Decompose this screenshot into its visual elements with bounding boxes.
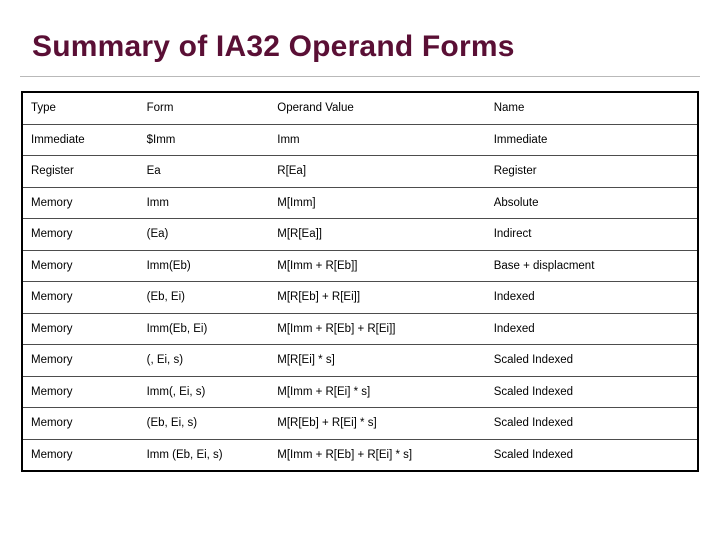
cell-operand-value: M[Imm + R[Eb] + R[Ei] * s] (277, 448, 413, 461)
cell-name: Base + displacment (486, 250, 698, 282)
cell-name: Indexed (486, 282, 698, 314)
cell-name: Register (486, 156, 698, 188)
cell-form: Imm(Eb) (139, 250, 270, 282)
table-header-row (22, 92, 698, 124)
cell-form: (Ea) (139, 219, 270, 251)
cell-form: (, Ei, s) (139, 345, 270, 377)
cell-form: Imm (Eb, Ei, s) (146, 448, 223, 461)
cell-operand-value: M[Imm + R[Eb]] (269, 250, 485, 282)
cell-type: Memory (22, 345, 139, 377)
cell-name: Indexed (486, 313, 698, 345)
header-name: Name (486, 92, 698, 124)
table-row (22, 313, 698, 345)
title-divider (20, 76, 700, 77)
cell-name: Scaled Indexed (486, 408, 698, 440)
cell-name: Scaled Indexed (486, 345, 698, 377)
cell-name: Immediate (486, 124, 698, 156)
cell-operand-value: M[R[Eb] + R[Ei]] (269, 282, 485, 314)
table-row (22, 376, 698, 408)
header-operand-value: Operand Value (269, 92, 485, 124)
table-row (22, 439, 698, 471)
cell-name: Absolute (486, 187, 698, 219)
cell-form: $Imm (139, 124, 270, 156)
cell-name: Scaled Indexed (493, 448, 574, 461)
cell-operand-value: M[R[Ea]] (269, 219, 485, 251)
cell-type: Memory (22, 250, 139, 282)
cell-name: Indirect (486, 219, 698, 251)
table-row (22, 187, 698, 219)
cell-type: Memory (22, 408, 139, 440)
table-row (22, 219, 698, 251)
cell-form: Imm(, Ei, s) (139, 376, 270, 408)
header-form: Form (139, 92, 270, 124)
cell-type: Memory (22, 313, 139, 345)
cell-form: (Eb, Ei, s) (139, 408, 270, 440)
table-row (22, 250, 698, 282)
cell-type: Immediate (22, 124, 139, 156)
cell-operand-value: M[R[Eb] + R[Ei] * s] (269, 408, 485, 440)
table-row (22, 124, 698, 156)
table-row (22, 282, 698, 314)
cell-form: Imm(Eb, Ei) (139, 313, 270, 345)
cell-type: Memory (31, 448, 73, 461)
cell-operand-value: M[R[Ei] * s] (269, 345, 485, 377)
cell-form: (Eb, Ei) (139, 282, 270, 314)
cell-type: Memory (22, 219, 139, 251)
cell-form: Imm (139, 187, 270, 219)
operand-forms-table (21, 91, 699, 472)
table-row (22, 156, 698, 188)
table-row (22, 408, 698, 440)
cell-operand-value: Imm (269, 124, 485, 156)
cell-type: Memory (22, 282, 139, 314)
header-type: Type (22, 92, 139, 124)
table-row (22, 345, 698, 377)
cell-operand-value: M[Imm + R[Ei] * s] (269, 376, 485, 408)
cell-type: Register (22, 156, 139, 188)
cell-operand-value: M[Imm + R[Eb] + R[Ei]] (269, 313, 485, 345)
cell-type: Memory (22, 376, 139, 408)
cell-form: Ea (139, 156, 270, 188)
cell-type: Memory (22, 187, 139, 219)
cell-operand-value: R[Ea] (269, 156, 485, 188)
cell-name: Scaled Indexed (486, 376, 698, 408)
slide-title: Summary of IA32 Operand Forms (32, 30, 515, 63)
cell-operand-value: M[Imm] (269, 187, 485, 219)
